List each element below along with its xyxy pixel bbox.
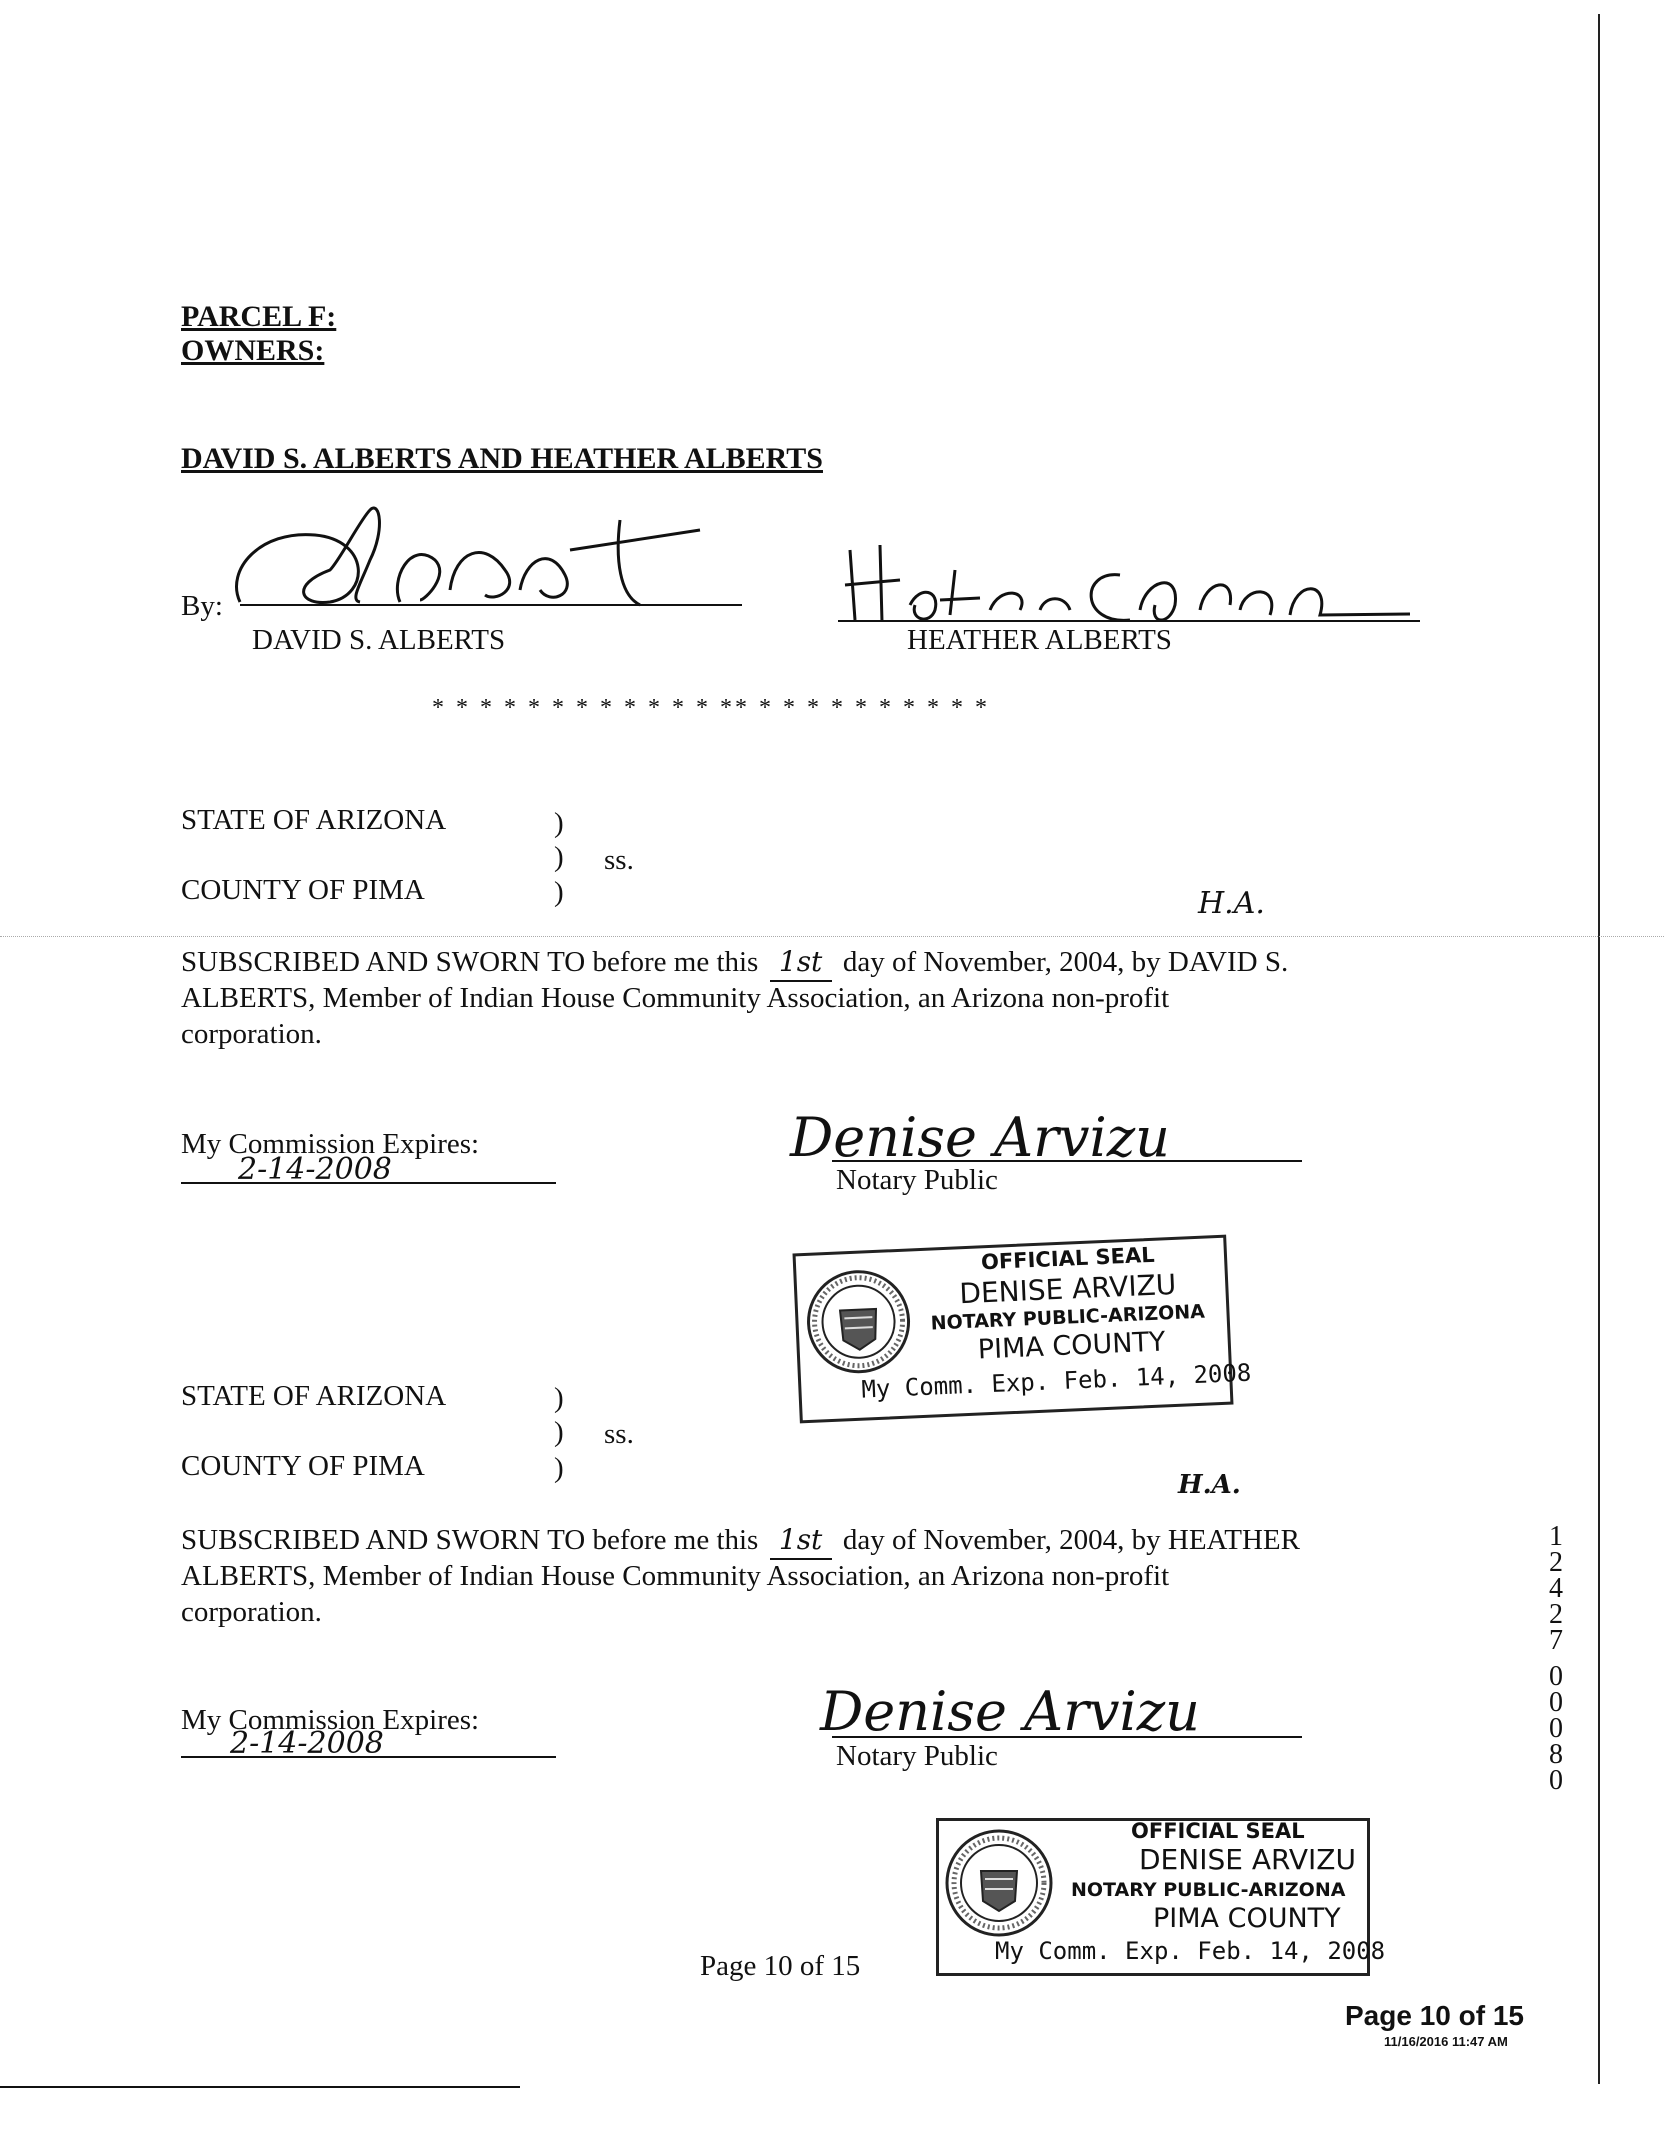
margin-digit: 0 <box>1549 1687 1563 1718</box>
signer1-name: DAVID S. ALBERTS <box>252 624 506 656</box>
page-number-footer: Page 10 of 15 <box>1345 2000 1524 2031</box>
footer-timestamp: 11/16/2016 11:47 AM <box>1384 2034 1508 2049</box>
seal-county-1: PIMA COUNTY <box>977 1326 1167 1366</box>
state-label-2: STATE OF ARIZONA <box>181 1380 447 1412</box>
margin-digit: 0 <box>1549 1661 1563 1692</box>
margin-digit: 0 <box>1549 1765 1563 1796</box>
official-seal-2 <box>936 1818 1386 1976</box>
bottom-edge-line <box>0 2086 520 2088</box>
parcel-heading: PARCEL F: <box>181 300 337 333</box>
commission-date-1: 2-14-2008 <box>238 1152 392 1187</box>
commission-label-2: My Commission Expires: <box>181 1704 480 1736</box>
seal-title-2: OFFICIAL SEAL <box>1131 1819 1305 1843</box>
signature-line-1 <box>240 604 742 606</box>
initials-2: H.A. <box>1178 1470 1241 1500</box>
margin-number <box>1544 1521 1568 1796</box>
arizona-seal-icon <box>802 1265 915 1378</box>
notary-signature-1: Denise Arvizu <box>790 1106 1170 1169</box>
sworn-prefix-1: SUBSCRIBED AND SWORN TO before me this <box>181 946 759 978</box>
sworn-year-1: 4 <box>1102 946 1118 978</box>
county-label-2: COUNTY OF PIMA <box>181 1450 425 1482</box>
signature-heather <box>840 530 1420 630</box>
paren-2c: ) <box>554 1452 564 1484</box>
notary-label-1: Notary Public <box>836 1164 998 1196</box>
seal-expiry-1: My Comm. Exp. Feb. 14, 2008 <box>860 1358 1252 1404</box>
sworn-line-2 <box>181 1522 1300 1560</box>
sworn-prefix-2: SUBSCRIBED AND SWORN TO before me this <box>181 1524 759 1556</box>
commission-label-1: My Commission Expires: <box>181 1128 480 1160</box>
ss-label-2: ss. <box>604 1418 634 1450</box>
commission-line-1 <box>181 1182 556 1184</box>
sworn-suffix-2: , by HEATHER <box>1117 1524 1300 1556</box>
separator-stars: * * * * * * * * * * * * ** * * * * * * * * * * <box>432 695 990 721</box>
by-label: By: <box>181 590 223 622</box>
seal-name-2: DENISE ARVIZU <box>1139 1843 1356 1876</box>
paren-1a: ) <box>554 807 564 839</box>
sworn-mid-2: day of November, 200 <box>842 1524 1103 1556</box>
page-edge-line <box>1598 14 1600 2084</box>
owner-names: DAVID S. ALBERTS AND HEATHER ALBERTS <box>181 442 823 475</box>
sworn-line-1 <box>181 944 1288 982</box>
sworn-line3-2: corporation. <box>181 1596 322 1628</box>
sworn-mid-1: day of November, 200 <box>842 946 1103 978</box>
seal-title-1: OFFICIAL SEAL <box>980 1242 1156 1275</box>
commission-line-2 <box>181 1756 556 1758</box>
initials-1: H.A. <box>1198 886 1265 921</box>
county-label-1: COUNTY OF PIMA <box>181 874 425 906</box>
sworn-line2-2: ALBERTS, Member of Indian House Community Association, an Arizona non-profit <box>181 1560 1170 1592</box>
owners-heading: OWNERS: <box>181 334 325 367</box>
margin-digit: 0 <box>1549 1713 1563 1744</box>
ss-label-1: ss. <box>604 844 634 876</box>
seal-expiry-2: My Comm. Exp. Feb. 14, 2008 <box>995 1937 1386 1965</box>
seal-name-1: DENISE ARVIZU <box>958 1267 1177 1311</box>
margin-digit: 7 <box>1549 1625 1563 1656</box>
seal-role-2: NOTARY PUBLIC-ARIZONA <box>1071 1879 1346 1901</box>
arizona-seal-icon <box>943 1827 1055 1939</box>
paren-1b: ) <box>554 841 564 873</box>
margin-digit: 1 <box>1549 1521 1563 1552</box>
paren-2a: ) <box>554 1382 564 1414</box>
sworn-line2-1: ALBERTS, Member of Indian House Community Association, an Arizona non-profit <box>181 982 1170 1014</box>
seal-role-1: NOTARY PUBLIC-ARIZONA <box>930 1300 1206 1335</box>
notary-signature-2: Denise Arvizu <box>820 1680 1200 1743</box>
sworn-line3-1: corporation. <box>181 1018 322 1050</box>
sworn-year-2: 4 <box>1102 1524 1118 1556</box>
paren-1c: ) <box>554 876 564 908</box>
signature-david <box>220 490 740 620</box>
sworn-day-1: 1st <box>770 944 832 982</box>
sworn-day-2: 1st <box>770 1522 832 1560</box>
dotted-rule <box>0 936 1664 937</box>
sworn-suffix-1: , by DAVID S. <box>1117 946 1289 978</box>
margin-digit: 4 <box>1549 1573 1563 1604</box>
margin-digit: 2 <box>1549 1547 1563 1578</box>
seal-county-2: PIMA COUNTY <box>1153 1903 1341 1934</box>
state-label-1: STATE OF ARIZONA <box>181 804 447 836</box>
page-number-center: Page 10 of 15 <box>700 1950 861 1982</box>
notary-label-2: Notary Public <box>836 1740 998 1772</box>
signer2-name: HEATHER ALBERTS <box>907 624 1172 656</box>
paren-2b: ) <box>554 1416 564 1448</box>
margin-digit: 2 <box>1549 1599 1563 1630</box>
commission-date-2: 2-14-2008 <box>230 1726 384 1761</box>
margin-digit: 8 <box>1549 1739 1563 1770</box>
official-seal-1 <box>792 1235 1252 1424</box>
